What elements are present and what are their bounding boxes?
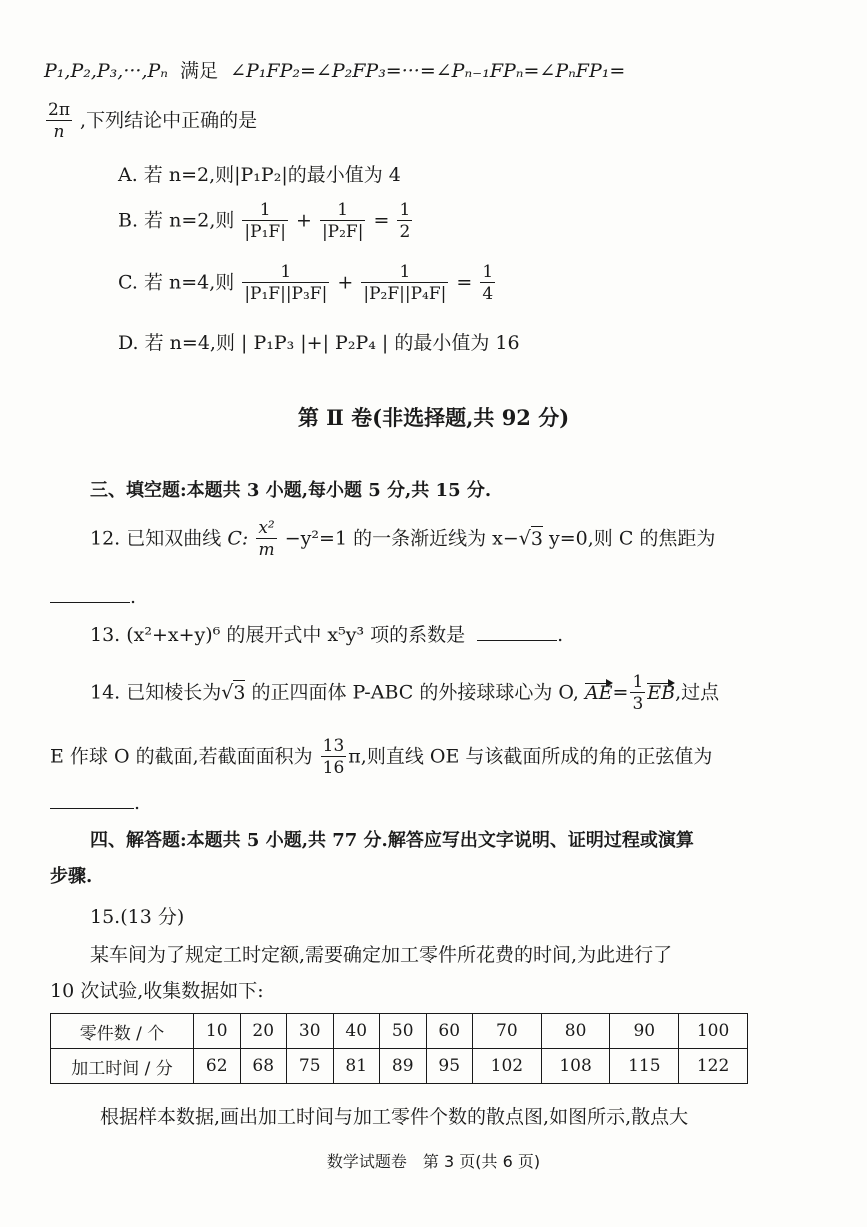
table-cell: 20 — [240, 1014, 287, 1049]
q15-data-table — [50, 1013, 748, 1084]
table-row — [51, 1014, 748, 1049]
q11-b-frac1: $\frac{1}{\text{|P₁F|}}$ — [244, 200, 286, 242]
table-cell: 122 — [679, 1049, 748, 1084]
table-cell: 81 — [333, 1049, 380, 1084]
q11-option-c: C. 若 n=4,则 $\frac{1}{\text{|P₁F||P₃F|}}$ + $\frac{1}{\text{|P₂F||P₄F|}}$ = $\frac{1}{4}$ — [118, 262, 494, 304]
q14-mid: 的正四面体 P-ABC 的外接球球心为 O, — [251, 681, 579, 704]
q11-option-d: D. 若 n=4,则 | P₁P₃ |+| P₂P₄ | 的最小值为 16 — [118, 332, 520, 354]
q11-b-prefix: B. 若 n=2,则 — [118, 209, 235, 232]
q11-option-b: B. 若 n=2,则 $\frac{1}{\text{|P₁F|}}$ + $\frac{1}{\text{|P₂F|}}$ = $\frac{1}{2}$ — [118, 200, 411, 242]
table-cell: 30 — [287, 1014, 334, 1049]
table-cell: 89 — [380, 1049, 427, 1084]
table-cell: 70 — [473, 1014, 542, 1049]
table-row-header: 加工时间 / 分 — [51, 1049, 194, 1084]
q11-line1 — [44, 56, 625, 83]
section4-header-line2: 步骤. — [50, 866, 93, 887]
q14-line2-prefix: E 作球 O 的截面,若截面面积为 — [50, 745, 313, 768]
table-cell: 68 — [240, 1049, 287, 1084]
q11-line2 — [44, 100, 257, 143]
q12-c-label: C: — [227, 527, 249, 550]
q14-prefix: 14. 已知棱长为 — [90, 681, 222, 704]
table-cell: 108 — [541, 1049, 610, 1084]
q11-c-rhs: $\frac{1}{4}$ — [482, 262, 494, 304]
q13-text: 13. (x²+x+y)⁶ 的展开式中 x⁵y³ 项的系数是 — [90, 624, 466, 646]
q13-line: 13. (x²+x+y)⁶ 的展开式中 x⁵y³ 项的系数是 . — [90, 624, 564, 646]
q11-frac-num: 2π — [48, 100, 70, 120]
table-cell: 90 — [610, 1014, 679, 1049]
q15-para-line2: 10 次试验,收集数据如下: — [50, 980, 264, 1002]
table-cell: 75 — [287, 1049, 334, 1084]
page-footer: 数学试题卷 第 3 页(共 6 页) — [326, 1152, 541, 1171]
q11-b-frac2: $\frac{1}{\text{|P₂F|}}$ — [321, 200, 364, 242]
q11-angles: ∠P₁FP₂=∠P₂FP₃=···=∠Pₙ₋₁FPₙ=∠PₙFP₁= — [230, 60, 626, 82]
q12-answer-line: . — [50, 584, 136, 608]
q11-c-frac2: $\frac{1}{\text{|P₂F||P₄F|}}$ — [363, 262, 447, 304]
q11-mid: 满足 — [180, 60, 219, 82]
q11-prompt: ,下列结论中正确的是 — [80, 109, 258, 132]
q12-line1: 12. 已知双曲线 C: $\frac{\text{x²}}{m}$ −y²=1 的一条渐近线为 x−√3 y=0,则 C 的焦距为 — [90, 518, 716, 560]
q11-option-a: A. 若 n=2,则|P₁P₂|的最小值为 4 — [118, 164, 401, 186]
q12-fraction: $\frac{\text{x²}}{m}$ — [258, 518, 275, 560]
q14-answer-line: . — [50, 790, 140, 814]
table-cell: 60 — [426, 1014, 473, 1049]
q13-blank[interactable] — [477, 622, 557, 641]
section4-header-line1: 四、解答题:本题共 5 小题,共 77 分.解答应写出文字说明、证明过程或演算 — [90, 830, 694, 851]
q14-frac2: $\frac{13}{16}$ — [322, 736, 345, 778]
q12-mid: −y²=1 的一条渐近线为 x− — [284, 527, 519, 550]
q11-b-rhs: $\frac{1}{2}$ — [399, 200, 411, 242]
q11-frac-den: n — [53, 122, 65, 142]
q11-fraction — [46, 100, 72, 143]
q14-line2 — [50, 736, 712, 779]
table-cell: 80 — [541, 1014, 610, 1049]
vector-eb: EB — [647, 681, 676, 704]
q12-sqrt: 3 — [530, 527, 543, 550]
table-cell: 10 — [194, 1014, 241, 1049]
table-cell: 95 — [426, 1049, 473, 1084]
q12-prefix: 12. 已知双曲线 — [90, 527, 222, 550]
q15-after-table: 根据样本数据,画出加工时间与加工零件个数的散点图,如图所示,散点大 — [100, 1106, 689, 1128]
q12-suffix: y=0,则 C 的焦距为 — [549, 527, 716, 550]
q14-line2-suffix: π,则直线 OE 与该截面所成的角的正弦值为 — [348, 745, 713, 768]
q15-para-line1: 某车间为了规定工时定额,需要确定加工零件所花费的时间,为此进行了 — [90, 944, 673, 966]
table-row-header: 零件数 / 个 — [51, 1014, 194, 1049]
q14-frac: $\frac{1}{3}$ — [632, 672, 644, 714]
q14-line1: 14. 已知棱长为√3 的正四面体 P-ABC 的外接球球心为 O, AE= $\frac{1}{3}$ EB,过点 — [90, 672, 720, 714]
table-cell: 40 — [333, 1014, 380, 1049]
q11-c-prefix: C. 若 n=4,则 — [118, 271, 235, 294]
section3-header: 三、填空题:本题共 3 小题,每小题 5 分,共 15 分. — [90, 480, 492, 501]
q11-c-frac1: $\frac{1}{\text{|P₁F||P₃F|}}$ — [244, 262, 328, 304]
table-cell: 62 — [194, 1049, 241, 1084]
q15-header: 15.(13 分) — [90, 906, 185, 928]
table-cell: 50 — [380, 1014, 427, 1049]
table-cell: 115 — [610, 1049, 679, 1084]
q14-blank[interactable] — [50, 790, 134, 809]
q11-vars: P₁,P₂,P₃,···,Pₙ — [44, 60, 168, 82]
part2-title: 第 Ⅱ 卷(非选择题,共 92 分) — [297, 405, 570, 430]
table-row — [51, 1049, 748, 1084]
table-cell: 100 — [679, 1014, 748, 1049]
table-cell: 102 — [473, 1049, 542, 1084]
q12-blank[interactable] — [50, 584, 130, 603]
vector-ae: AE — [584, 681, 613, 704]
